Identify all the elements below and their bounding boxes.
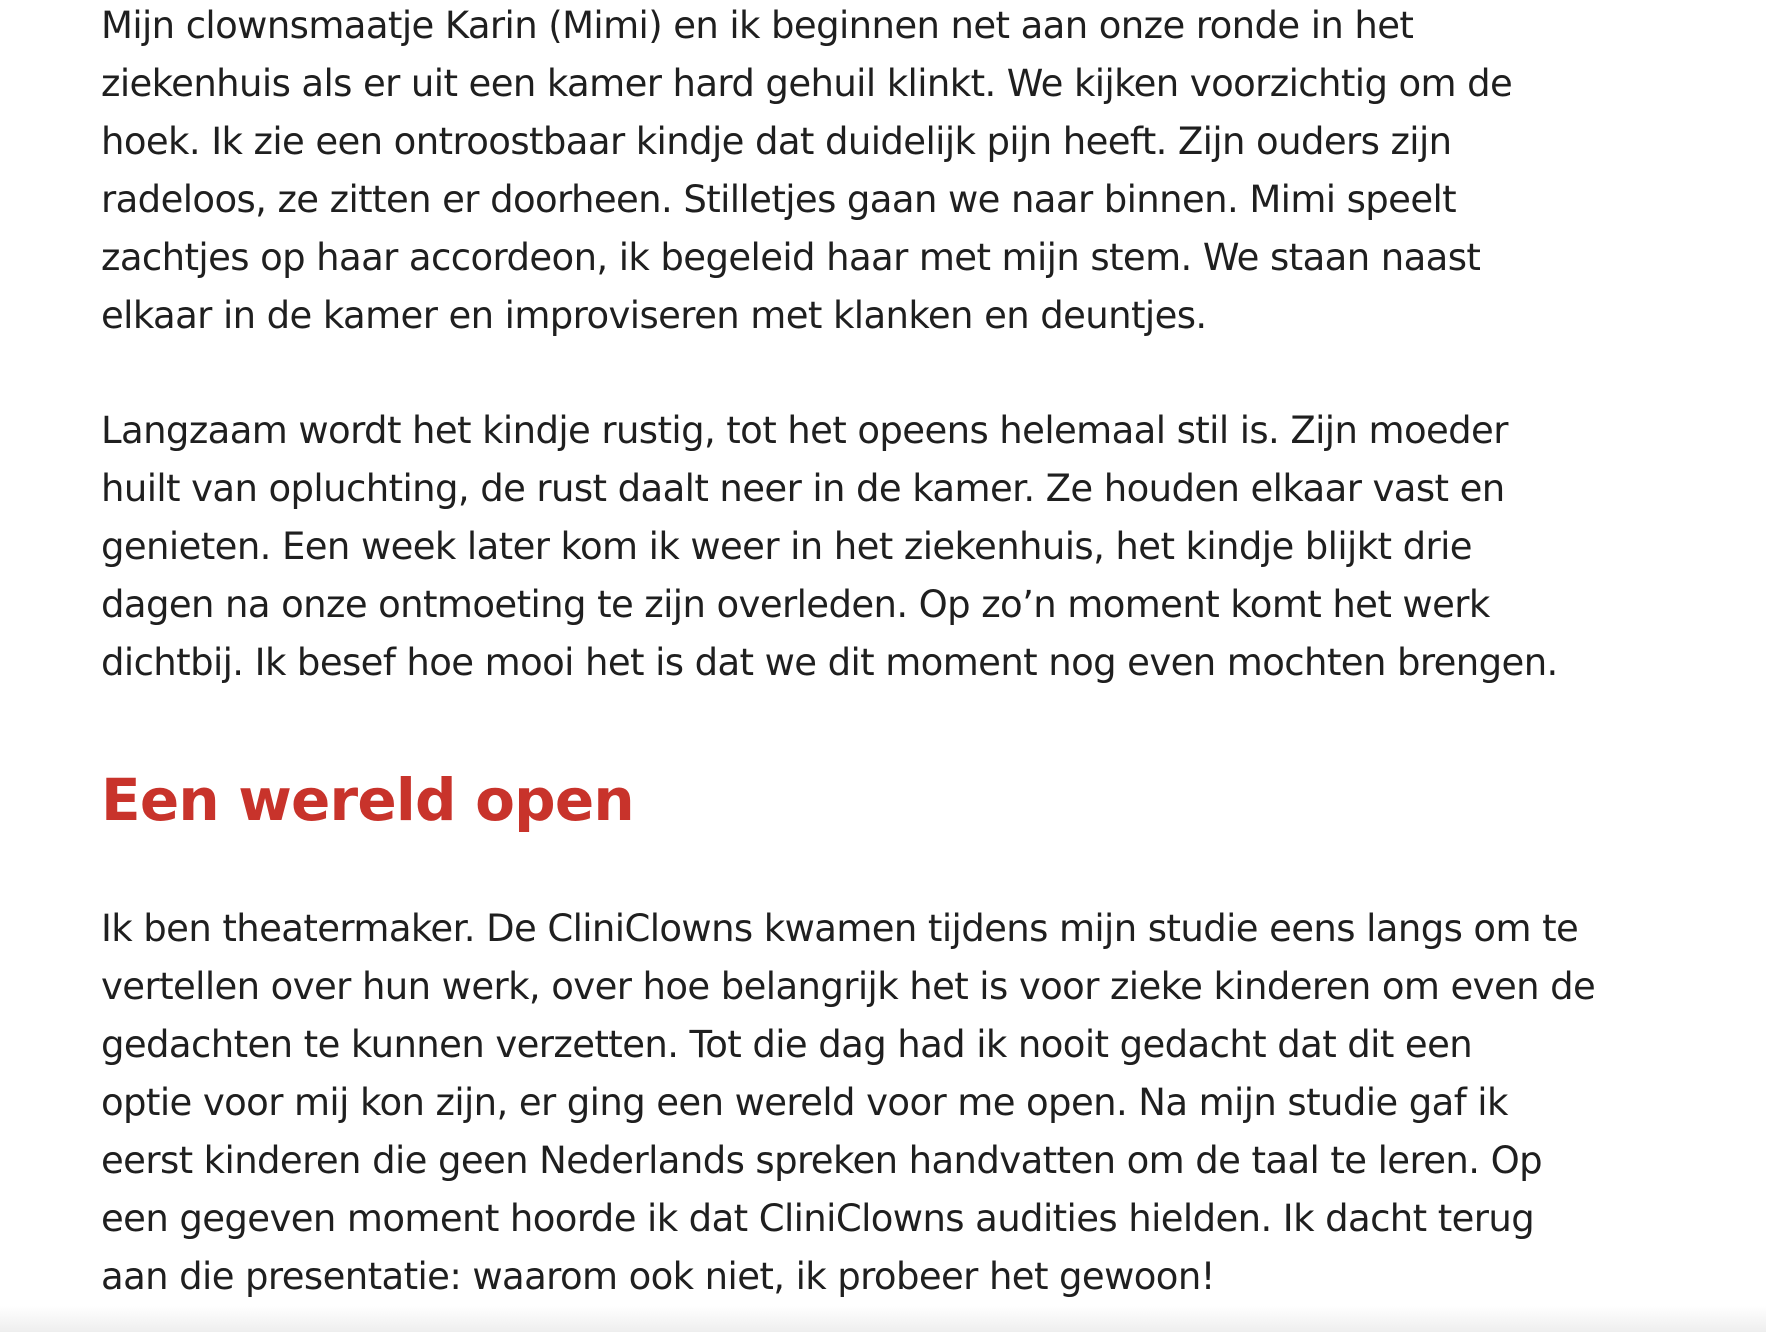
paragraph-3-line: Ik ben theatermaker. De CliniClowns kwamen tijdens mijn studie eens langs om te [101, 907, 1579, 950]
paragraph-2-line: genieten. Een week later kom ik weer in het ziekenhuis, het kindje blijkt drie [101, 525, 1472, 568]
paragraph-2-line: Langzaam wordt het kindje rustig, tot het opeens helemaal stil is. Zijn moeder [101, 409, 1508, 452]
section-heading: Een wereld open [101, 766, 634, 834]
paragraph-1-line: Mijn clownsmaatje Karin (Mimi) en ik beginnen net aan onze ronde in het [101, 4, 1414, 47]
paragraph-3-line: optie voor mij kon zijn, er ging een wereld voor me open. Na mijn studie gaf ik [101, 1081, 1508, 1124]
paragraph-1-line: zachtjes op haar accordeon, ik begeleid haar met mijn stem. We staan naast [101, 236, 1481, 279]
paragraph-3-line: een gegeven moment hoorde ik dat CliniClowns audities hielden. Ik dacht terug [101, 1197, 1535, 1240]
paragraph-1-line: ziekenhuis als er uit een kamer hard gehuil klinkt. We kijken voorzichtig om de [101, 62, 1513, 105]
paragraph-3-line: eerst kinderen die geen Nederlands spreken handvatten om de taal te leren. Op [101, 1139, 1543, 1182]
paragraph-3-line: aan die presentatie: waarom ook niet, ik probeer het gewoon! [101, 1255, 1215, 1298]
paragraph-2-line: dagen na onze ontmoeting te zijn overleden. Op zo’n moment komt het werk [101, 583, 1490, 626]
paragraph-2-line: dichtbij. Ik besef hoe mooi het is dat we dit moment nog even mochten brengen. [101, 641, 1558, 684]
paragraph-1-line: radeloos, ze zitten er doorheen. Stilletjes gaan we naar binnen. Mimi speelt [101, 178, 1457, 221]
paragraph-1-line: hoek. Ik zie een ontroostbaar kindje dat duidelijk pijn heeft. Zijn ouders zijn [101, 120, 1452, 163]
paragraph-2-line: huilt van opluchting, de rust daalt neer in de kamer. Ze houden elkaar vast en [101, 467, 1505, 510]
paragraph-3 [101, 900, 1595, 1306]
paragraph-1-line: elkaar in de kamer en improviseren met klanken en deuntjes. [101, 294, 1207, 337]
paragraph-3-line: vertellen over hun werk, over hoe belangrijk het is voor zieke kinderen om even de [101, 965, 1596, 1008]
paragraph-3-line: gedachten te kunnen verzetten. Tot die dag had ik nooit gedacht dat dit een [101, 1023, 1473, 1066]
paragraph-2 [101, 402, 1558, 692]
paragraph-1 [101, 0, 1512, 345]
bottom-shadow [0, 1306, 1766, 1332]
